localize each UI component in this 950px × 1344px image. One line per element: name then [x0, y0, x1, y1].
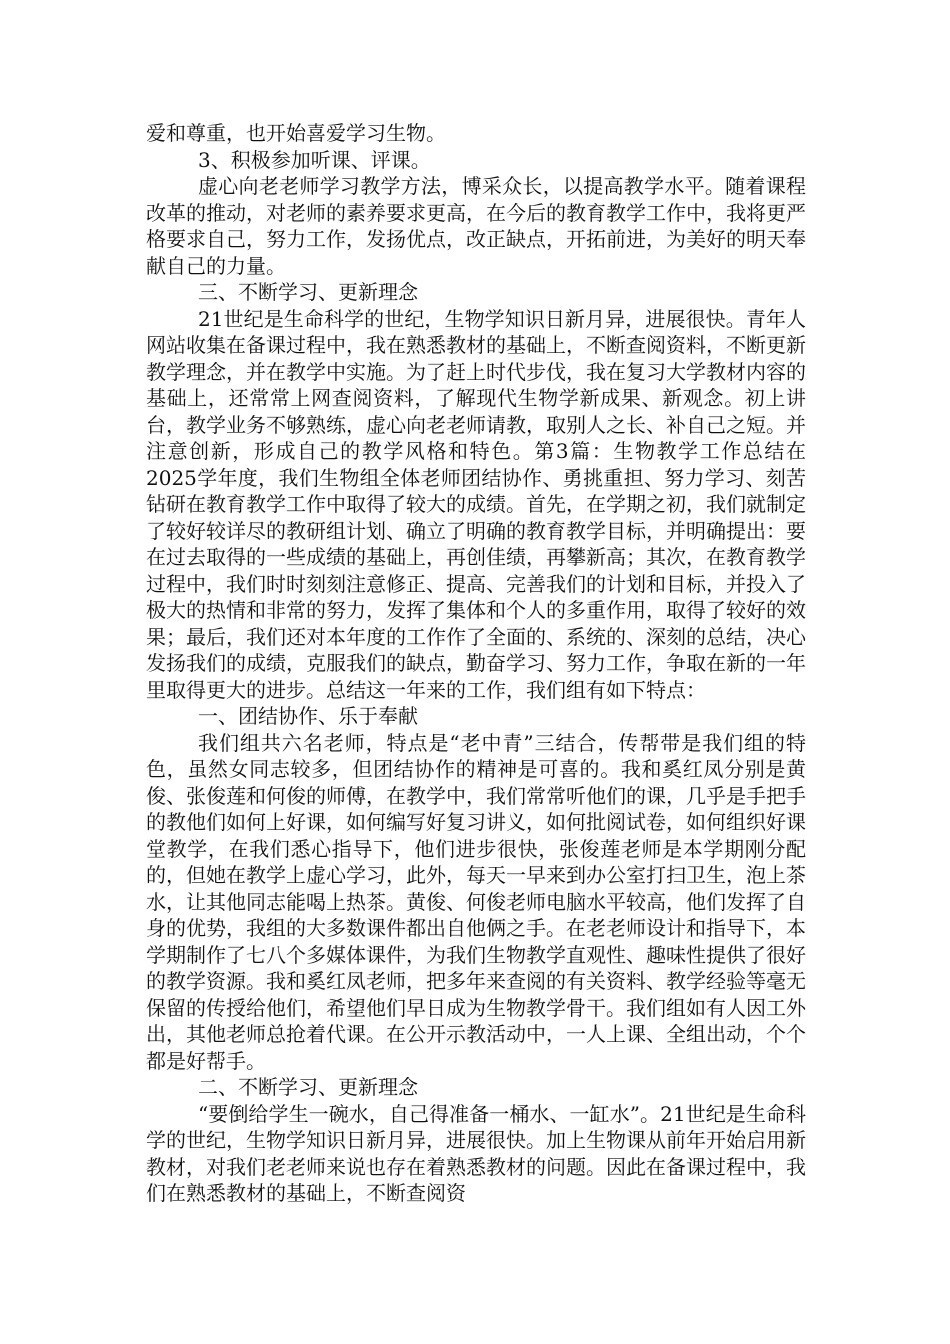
- section-heading-update-concepts: 二、不断学习、更新理念: [198, 1075, 418, 1099]
- section-heading-teamwork: 一、团结协作、乐于奉献: [198, 704, 418, 728]
- section-heading-continuous-learning: 三、不断学习、更新理念: [198, 280, 418, 304]
- paragraph-bowl-of-water: “要倒给学生一碗水，自己得准备一桶水、一缸水”。21世纪是生命科学的世纪，生物学知识日新月异，进展很快。加上生物课从前年开始启用新教材，对我们老老师来说也存在着熟悉教材的问题。因此在备课过程中，我们在熟悉教材的基础上，不断查阅资: [146, 1101, 806, 1205]
- paragraph-continuation: 爱和尊重，也开始喜爱学习生物。: [146, 121, 446, 145]
- document-body: [146, 120, 806, 1207]
- subheading-attend-lessons: 3、积极参加听课、评课。: [198, 147, 431, 172]
- paragraph-21st-century: 21世纪是生命科学的世纪，生物学知识日新月异，进展很快。青年人网站收集在备课过程中，我在熟悉教材的基础上，不断查阅资料，不断更新教学理念，并在教学中实施。为了赶上时代步伐，我在复习大学教材内容的基础上，还常常上网查阅资料，了解现代生物学新成果、新观念。初上讲台，教学业务不够熟练，虚心向老老师请教，取别人之长、补自己之短。并注意创新，形成自己的教学风格和特色。第3篇：生物教学工作总结在2025学年度，我们生物组全体老师团结协作、勇挑重担、努力学习、刻苦钻研在教育教学工作中取得了较大的成绩。首先，在学期之初，我们就制定了较好较详尽的教研组计划、确立了明确的教育教学目标，并明确提出：要在过去取得的一些成绩的基础上，再创佳绩，再攀新高；其次，在教育教学过程中，我们时时刻刻注意修正、提高、完善我们的计划和目标，并投入了极大的热情和非常的努力，发挥了集体和个人的多重作用，取得了较好的效果；最后，我们还对本年度的工作作了全面的、系统的、深刻的总结，决心发扬我们的成绩，克服我们的缺点，勤奋学习、努力工作，争取在新的一年里取得更大的进步。总结这一年来的工作，我们组有如下特点：: [146, 306, 806, 702]
- paragraph-learn-from-teachers: 虚心向老老师学习教学方法，博采众长，以提高教学水平。随着课程改革的推动，对老师的素养要求更高，在今后的教育教学工作中，我将更严格要求自己，努力工作，发扬优点，改正缺点，开拓前进，为美好的明天奉献自己的力量。: [146, 174, 806, 278]
- paragraph-group-teachers: 我们组共六名老师，特点是“老中青”三结合，传帮带是我们组的特色，虽然女同志较多，但团结协作的精神是可喜的。我和奚红凤分别是黄俊、张俊莲和何俊的师傅，在教学中，我们常常听他们的课，几乎是手把手的教他们如何上好课，如何编写好复习讲义，如何批阅试卷，如何组织好课堂教学，在我们悉心指导下，他们进步很快，张俊莲老师是本学期刚分配的，但她在教学上虚心学习，此外，每天一早来到办公室打扫卫生，泡上茶水，让其他同志能喝上热茶。黄俊、何俊老师电脑水平较高，他们发挥了自身的优势，我组的大多数课件都出自他俩之手。在老老师设计和指导下，本学期制作了七八个多媒体课件，为我们生物教学直观性、趣味性提供了很好的教学资源。我和奚红凤老师，把多年来查阅的有关资料、教学经验等毫无保留的传授给他们，希望他们早日成为生物教学骨干。我们组如有人因工外出，其他老师总抢着代课。在公开示教活动中，一人上课、全组出动，个个都是好帮手。: [146, 730, 806, 1073]
